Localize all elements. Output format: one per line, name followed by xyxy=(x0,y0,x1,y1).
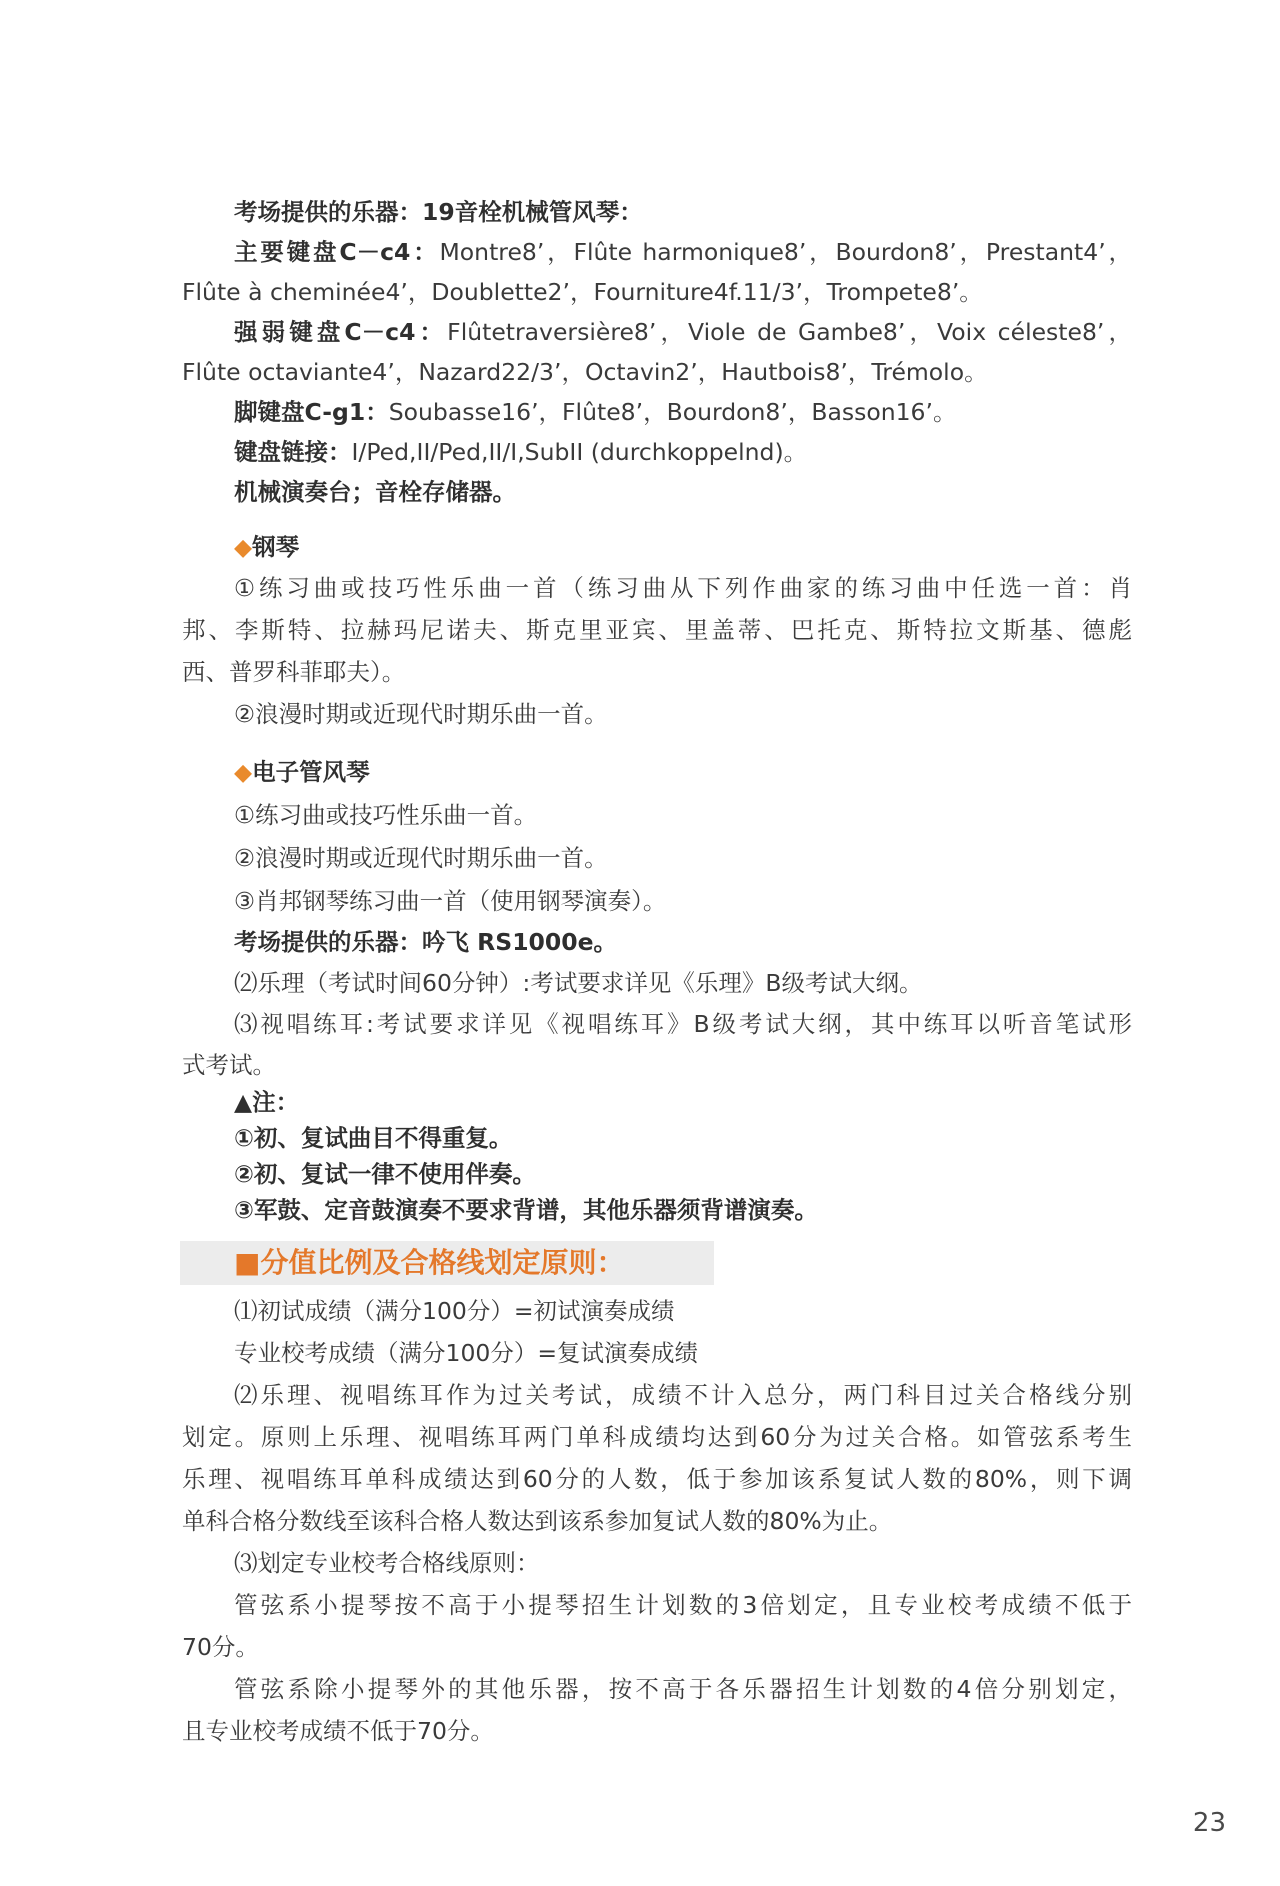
diamond-bullet-icon: ◆ xyxy=(234,758,253,786)
page-number: 23 xyxy=(1192,1808,1226,1838)
organ-main-keyboard-line xyxy=(234,232,1132,272)
organ-console: 机械演奏台；音栓存储器。 xyxy=(234,478,516,506)
scoring-pass-rule-continued: 乐理、视唱练耳单科成绩达到60分的人数，低于参加该系复试人数的80%，则下调 xyxy=(182,1465,1132,1493)
diamond-bullet-icon: ◆ xyxy=(234,533,253,561)
electronic-organ-item-1: ①练习曲或技巧性乐曲一首。 xyxy=(234,801,538,829)
scoring-violin-rule-end: 70分。 xyxy=(182,1633,259,1661)
swell-keyboard-label: 强弱键盘C－c4： xyxy=(234,318,448,346)
note-3: ③军鼓、定音鼓演奏不要求背谱，其他乐器须背谱演奏。 xyxy=(234,1196,818,1224)
note-2: ②初、复试一律不使用伴奏。 xyxy=(234,1160,536,1188)
pedal-keyboard-label: 脚键盘C-g1： xyxy=(234,398,389,426)
ear-training-requirement-end: 式考试。 xyxy=(182,1051,276,1079)
theory-requirement: ⑵乐理（考试时间60分钟）:考试要求详见《乐理》B级考试大纲。 xyxy=(234,969,923,997)
piano-heading xyxy=(234,527,299,567)
notes-title: ▲注： xyxy=(234,1088,300,1116)
swell-keyboard-stops-continued: Flûte octaviante4’，Nazard22/3’，Octavin2’，Hautbois8’，Trémolo。 xyxy=(182,358,988,386)
piano-item-2: ②浪漫时期或近现代时期乐曲一首。 xyxy=(234,700,608,728)
pedal-stops: Soubasse16’，Flûte8’，Bourdon8’，Basson16’。 xyxy=(388,398,957,426)
scoring-section-heading: ■分值比例及合格线划定原则： xyxy=(234,1246,625,1279)
scoring-other-instruments-rule-end: 且专业校考成绩不低于70分。 xyxy=(182,1717,494,1745)
swell-keyboard-stops: Flûtetraversière8’，Viole de Gambe8’，Voix céleste8’， xyxy=(447,318,1132,346)
piano-item-1-continued: 邦、李斯特、拉赫玛尼诺夫、斯克里亚宾、里盖蒂、巴托克、斯特拉文斯基、德彪 xyxy=(182,616,1132,644)
scoring-violin-rule: 管弦系小提琴按不高于小提琴招生计划数的3倍划定，且专业校考成绩不低于 xyxy=(234,1591,1132,1619)
scoring-other-instruments-rule: 管弦系除小提琴外的其他乐器，按不高于各乐器招生计划数的4倍分别划定， xyxy=(234,1675,1132,1703)
scoring-pass-rule: ⑵乐理、视唱练耳作为过关考试，成绩不计入总分，两门科目过关合格线分别 xyxy=(234,1381,1132,1409)
piano-item-1: ①练习曲或技巧性乐曲一首（练习曲从下列作曲家的练习曲中任选一首：肖 xyxy=(234,574,1132,602)
piano-item-1-end: 西、普罗科菲耶夫）。 xyxy=(182,658,406,686)
coupler-label: 键盘链接： xyxy=(234,438,352,466)
electronic-organ-item-3: ③肖邦钢琴练习曲一首（使用钢琴演奏）。 xyxy=(234,887,667,915)
organ-swell-keyboard-line xyxy=(234,312,1132,352)
electronic-organ-title: 电子管风琴 xyxy=(252,758,370,786)
electronic-organ-item-2: ②浪漫时期或近现代时期乐曲一首。 xyxy=(234,844,608,872)
electronic-organ-provided: 考场提供的乐器：吟飞 RS1000e。 xyxy=(234,928,618,956)
couplers: I/Ped,II/Ped,II/I,SubII (durchkoppelnd)。 xyxy=(351,438,808,466)
main-keyboard-stops-continued: Flûte à cheminée4’，Doublette2’，Fourniture4f.11/3’，Trompete8’。 xyxy=(182,278,983,306)
organ-pedal-line xyxy=(234,392,956,432)
scoring-professional: 专业校考成绩（满分100分）=复试演奏成绩 xyxy=(234,1339,699,1367)
ear-training-requirement: ⑶视唱练耳:考试要求详见《视唱练耳》B级考试大纲，其中练耳以听音笔试形 xyxy=(234,1010,1132,1038)
organ-coupler-line xyxy=(234,432,807,472)
scoring-preliminary: ⑴初试成绩（满分100分）=初试演奏成绩 xyxy=(234,1297,675,1325)
scoring-cutoff-principle: ⑶划定专业校考合格线原则： xyxy=(234,1549,540,1577)
organ-provided-instrument: 考场提供的乐器：19音栓机械管风琴： xyxy=(234,198,643,226)
main-keyboard-stops: Montre8’，Flûte harmonique8’，Bourdon8’，Prestant4’， xyxy=(439,238,1132,266)
main-keyboard-label: 主要键盘C－c4： xyxy=(234,238,440,266)
scoring-pass-rule-end: 单科合格分数线至该科合格人数达到该系参加复试人数的80%为止。 xyxy=(182,1507,893,1535)
scoring-pass-rule-continued: 划定。原则上乐理、视唱练耳两门单科成绩均达到60分为过关合格。如管弦系考生 xyxy=(182,1423,1132,1451)
piano-title: 钢琴 xyxy=(252,533,300,561)
electronic-organ-heading xyxy=(234,752,370,792)
note-1: ①初、复试曲目不得重复。 xyxy=(234,1124,513,1152)
